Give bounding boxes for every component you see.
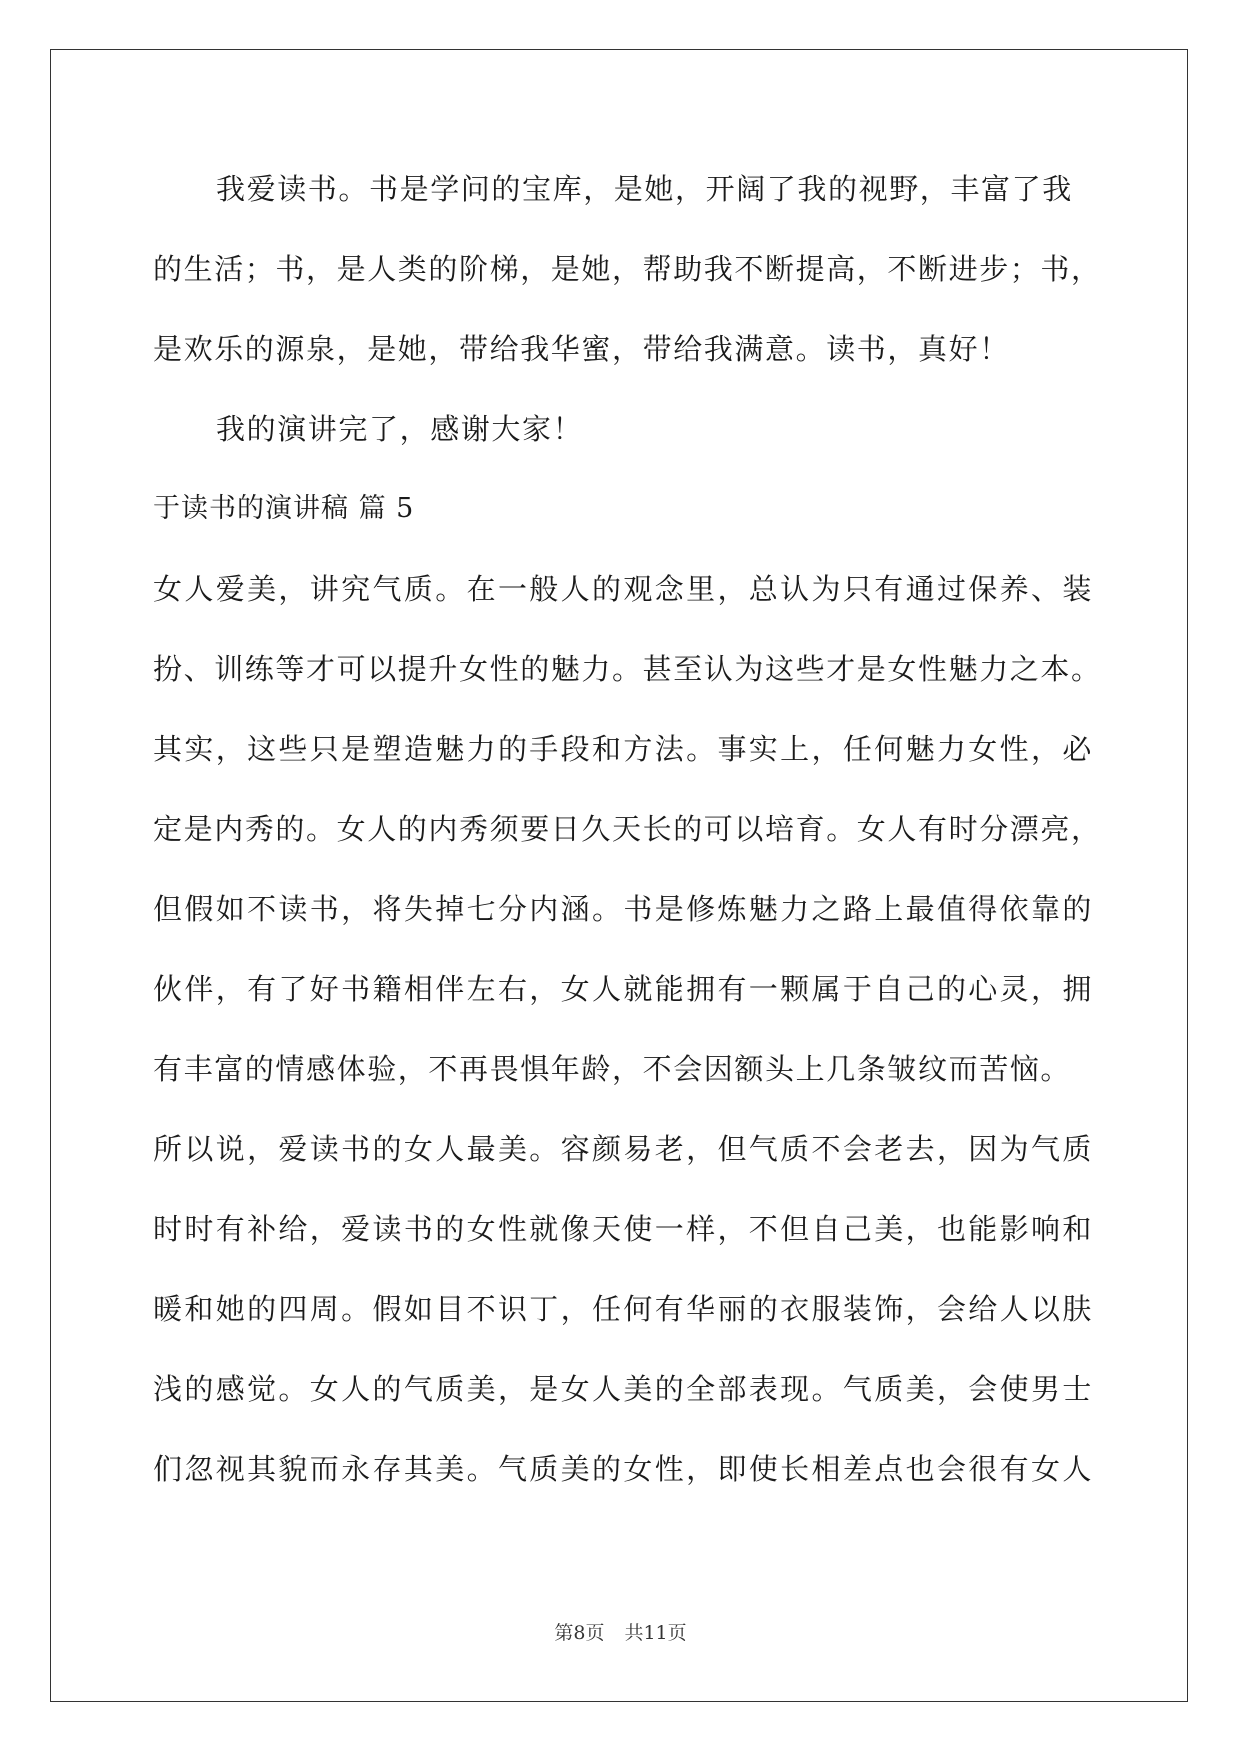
paragraph-line: 但假如不读书，将失掉七分内涵。书是修炼魅力之路上最值得依靠的 xyxy=(153,892,1093,926)
paragraph-line: 我的演讲完了，感谢大家！ xyxy=(216,412,584,446)
paragraph-line: 是欢乐的源泉，是她，带给我华蜜，带给我满意。读书，真好！ xyxy=(153,332,1010,366)
paragraph-line: 所以说，爱读书的女人最美。容颜易老，但气质不会老去，因为气质 xyxy=(153,1132,1093,1166)
paragraph-line: 定是内秀的。女人的内秀须要日久天长的可以培育。女人有时分漂亮， xyxy=(153,812,1102,846)
page-total: 共11页 xyxy=(624,1622,687,1644)
paragraph-line: 们忽视其貌而永存其美。气质美的女性，即使长相差点也会很有女人 xyxy=(153,1452,1093,1486)
document-body xyxy=(153,165,1102,1525)
paragraph-line: 浅的感觉。女人的气质美，是女人美的全部表现。气质美，会使男士 xyxy=(153,1372,1093,1406)
paragraph-line: 其实，这些只是塑造魅力的手段和方法。事实上，任何魅力女性，必 xyxy=(153,732,1093,766)
paragraph-line: 的生活；书，是人类的阶梯，是她，帮助我不断提高，不断进步；书， xyxy=(153,252,1102,286)
page-footer xyxy=(0,1618,1241,1645)
page-number: 第8页 xyxy=(554,1622,605,1644)
section-heading: 于读书的演讲稿 篇 5 xyxy=(153,493,415,524)
paragraph-line: 有丰富的情感体验，不再畏惧年龄，不会因额头上几条皱纹而苦恼。 xyxy=(153,1052,1072,1086)
paragraph-line: 我爱读书。书是学问的宝库，是她，开阔了我的视野，丰富了我 xyxy=(216,172,1073,206)
paragraph-line: 伙伴，有了好书籍相伴左右，女人就能拥有一颗属于自己的心灵，拥 xyxy=(153,972,1093,1006)
paragraph-line: 暖和她的四周。假如目不识丁，任何有华丽的衣服装饰，会给人以肤 xyxy=(153,1292,1093,1326)
paragraph-line: 扮、训练等才可以提升女性的魅力。甚至认为这些才是女性魅力之本。 xyxy=(153,652,1102,686)
paragraph-line: 时时有补给，爱读书的女性就像天使一样，不但自己美，也能影响和 xyxy=(153,1212,1093,1246)
paragraph-line: 女人爱美，讲究气质。在一般人的观念里，总认为只有通过保养、装 xyxy=(153,572,1093,606)
